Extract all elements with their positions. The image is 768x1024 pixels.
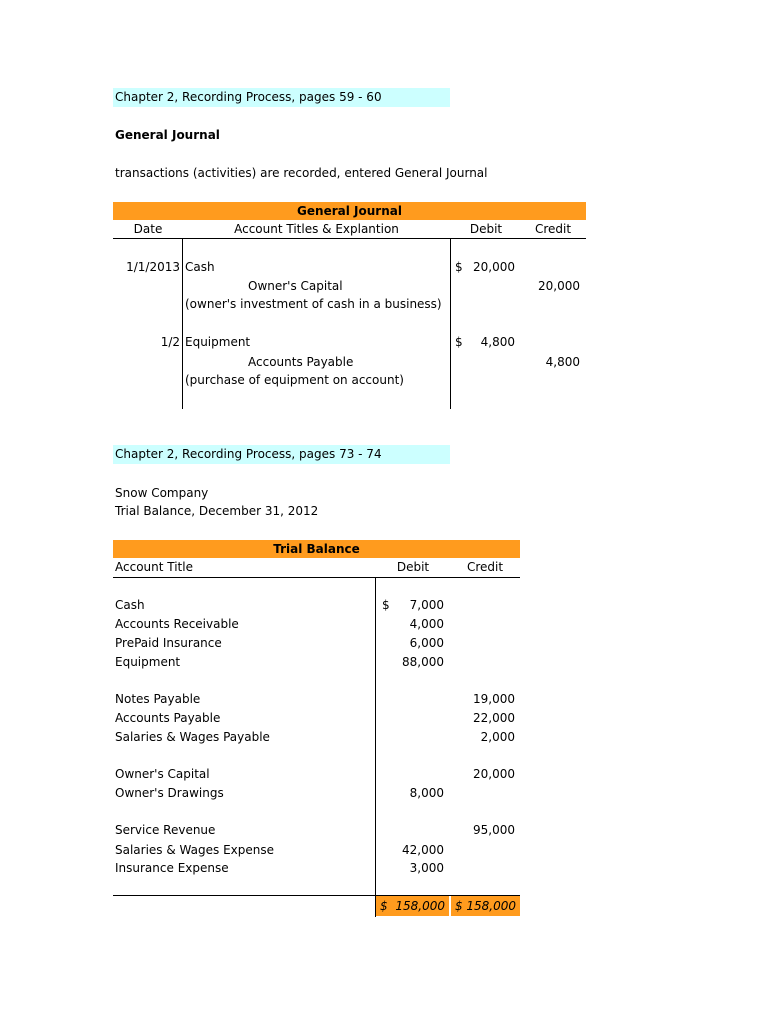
tb-row-account: Service Revenue	[115, 823, 216, 837]
tb-header-rule	[113, 577, 520, 578]
tb-row-credit: 22,000	[473, 711, 515, 725]
tb-row-account: Salaries & Wages Expense	[115, 843, 274, 857]
journal-credit-amount: 20,000	[538, 279, 580, 293]
journal-explanation: (owner's investment of cash in a business)	[185, 297, 442, 311]
tb-row-account: Insurance Expense	[115, 861, 229, 875]
journal-entry-date: 1/1/2013	[126, 260, 180, 274]
journal-description: transactions (activities) are recorded, entered General Journal	[115, 166, 488, 180]
tb-row-debit: 42,000	[402, 843, 444, 857]
tb-row-account: Cash	[115, 598, 145, 612]
tb-col-credit: Credit	[466, 560, 504, 574]
tb-row-account: PrePaid Insurance	[115, 636, 222, 650]
journal-debit-account: Cash	[185, 260, 215, 274]
tb-row-debit: 3,000	[409, 861, 444, 875]
chapter-heading-2: Chapter 2, Recording Process, pages 73 - 74	[113, 445, 450, 464]
tb-debit-divider	[375, 578, 376, 917]
tb-row-account: Owner's Capital	[115, 767, 210, 781]
tb-col-account: Account Title	[115, 560, 193, 574]
tb-row-account: Accounts Receivable	[115, 617, 239, 631]
tb-total-debit: 158,000	[395, 899, 445, 913]
trial-balance-banner-label: Trial Balance	[273, 542, 360, 556]
tb-row-debit: 6,000	[409, 636, 444, 650]
tb-row-currency: $	[382, 598, 390, 612]
tb-row-debit: 8,000	[409, 786, 444, 800]
journal-debit-currency: $	[455, 260, 463, 274]
tb-total-credit-cell	[451, 896, 520, 916]
tb-row-credit: 2,000	[480, 730, 515, 744]
journal-explanation: (purchase of equipment on account)	[185, 373, 404, 387]
journal-credit-amount: 4,800	[545, 355, 580, 369]
tb-row-credit: 19,000	[473, 692, 515, 706]
journal-credit-account: Accounts Payable	[248, 355, 354, 369]
journal-debit-amount: 4,800	[480, 335, 515, 349]
journal-col-account: Account Titles & Explantion	[234, 222, 399, 236]
tb-col-debit: Debit	[396, 560, 430, 574]
journal-debit-account: Equipment	[185, 335, 251, 349]
journal-date-divider	[182, 239, 183, 409]
trial-balance-subtitle: Trial Balance, December 31, 2012	[115, 504, 319, 518]
journal-col-debit: Debit	[469, 222, 503, 236]
tb-row-account: Notes Payable	[115, 692, 201, 706]
journal-entry-date: 1/2	[160, 335, 180, 349]
chapter-heading-1: Chapter 2, Recording Process, pages 59 - 60	[113, 88, 450, 107]
journal-col-date: Date	[133, 222, 163, 236]
tb-row-account: Equipment	[115, 655, 181, 669]
tb-row-debit: 88,000	[402, 655, 444, 669]
journal-credit-account: Owner's Capital	[248, 279, 343, 293]
general-journal-title: General Journal	[115, 128, 220, 142]
journal-banner-label: General Journal	[297, 204, 402, 218]
tb-row-debit: 4,000	[409, 617, 444, 631]
tb-total-credit-currency: $	[455, 899, 463, 913]
tb-row-account: Accounts Payable	[115, 711, 221, 725]
tb-row-account: Salaries & Wages Payable	[115, 730, 270, 744]
journal-col-credit: Credit	[534, 222, 572, 236]
journal-debit-amount: 20,000	[473, 260, 515, 274]
tb-total-debit-currency: $	[380, 899, 388, 913]
tb-row-account: Owner's Drawings	[115, 786, 224, 800]
tb-total-credit: 158,000	[466, 899, 516, 913]
company-name: Snow Company	[115, 486, 209, 500]
tb-row-debit: 7,000	[409, 598, 444, 612]
tb-row-credit: 95,000	[473, 823, 515, 837]
journal-debit-currency: $	[455, 335, 463, 349]
tb-row-credit: 20,000	[473, 767, 515, 781]
journal-header-rule	[113, 238, 586, 239]
journal-debit-divider	[450, 239, 451, 409]
tb-total-debit-cell	[376, 896, 449, 916]
